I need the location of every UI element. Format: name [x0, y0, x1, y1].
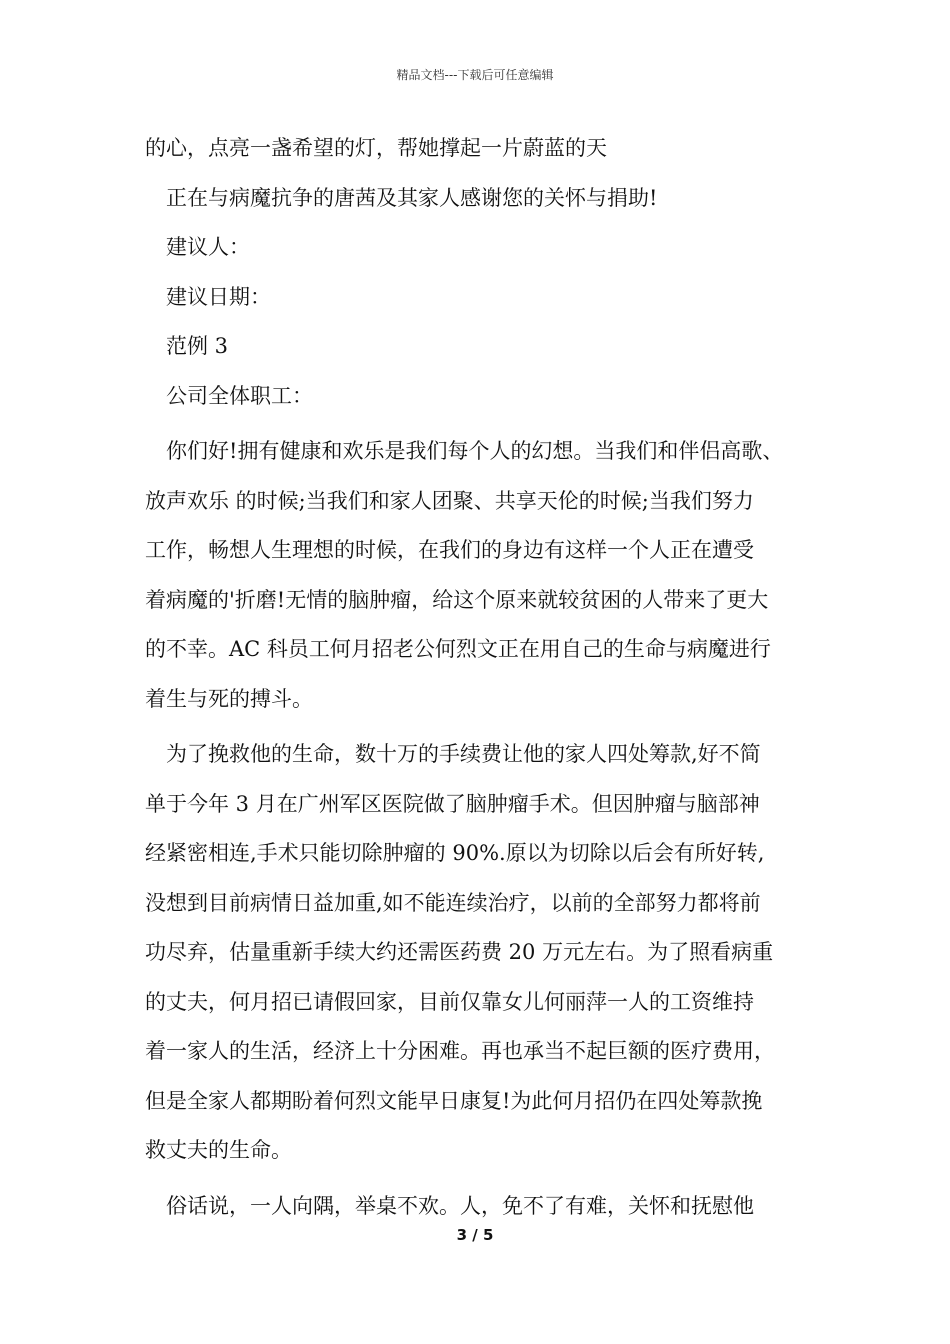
text-line: 的心，点亮一盏希望的灯，帮她撑起一片蔚蓝的天	[145, 136, 607, 160]
text-line: 范例 3	[166, 334, 229, 358]
text-line: 着生与死的搏斗。	[145, 686, 313, 711]
page-number: 3 / 5	[456, 1226, 494, 1244]
text-line: 着一家人的生活，经济上十分困难。再也承当不起巨额的医疗费用，	[145, 1039, 775, 1063]
text-line: 单于今年 3 月在广州军区医院做了脑肿瘤手术。但因肿瘤与脑部神	[145, 791, 760, 816]
text-line: 你们好!拥有健康和欢乐是我们每个人的幻想。当我们和伴侣高歌、	[166, 439, 784, 463]
text-line: 正在与病魔抗争的唐茜及其家人感谢您的关怀与捐助!	[166, 185, 658, 210]
text-line: 工作，畅想人生理想的时候，在我们的身边有这样一个人正在遭受	[145, 538, 754, 562]
text-line: 建议日期：	[166, 284, 271, 309]
text-line: 但是全家人都期盼着何烈文能早日康复!为此何月招仍在四处筹款挽	[145, 1088, 763, 1113]
text-line: 的丈夫，何月招已请假回家，目前仅靠女儿何丽萍一人的工资维持	[145, 989, 754, 1014]
text-line: 经紧密相连,手术只能切除肿瘤的 90%.原以为切除以后会有所好转,	[145, 841, 765, 865]
text-line: 俗话说，一人向隅，举桌不欢。人，免不了有难，关怀和抚慰他	[166, 1193, 754, 1218]
text-line: 为了挽救他的生命，数十万的手续费让他的家人四处筹款,好不简	[166, 742, 761, 766]
text-line: 放声欢乐 的时候;当我们和家人团聚、共享天伦的时候;当我们努力	[145, 488, 754, 513]
text-line: 着病魔的'折磨!无情的脑肿瘤，给这个原来就较贫困的人带来了更大	[145, 587, 769, 612]
text-line: 公司全体职工：	[166, 383, 313, 408]
page-header: 精品文档---下载后可任意编辑	[396, 68, 554, 82]
text-line: 建议人：	[166, 235, 250, 259]
text-line: 救丈夫的生命。	[145, 1138, 292, 1162]
text-line: 功尽弃，估量重新手续大约还需医药费 20 万元左右。为了照看病重	[145, 940, 774, 964]
text-line: 没想到目前病情日益加重,如不能连续治疗，以前的全部努力都将前	[145, 890, 761, 915]
document-body	[145, 128, 825, 1235]
text-line: 的不幸。AC 科员工何月招老公何烈文正在用自己的生命与病魔进行	[145, 637, 771, 661]
